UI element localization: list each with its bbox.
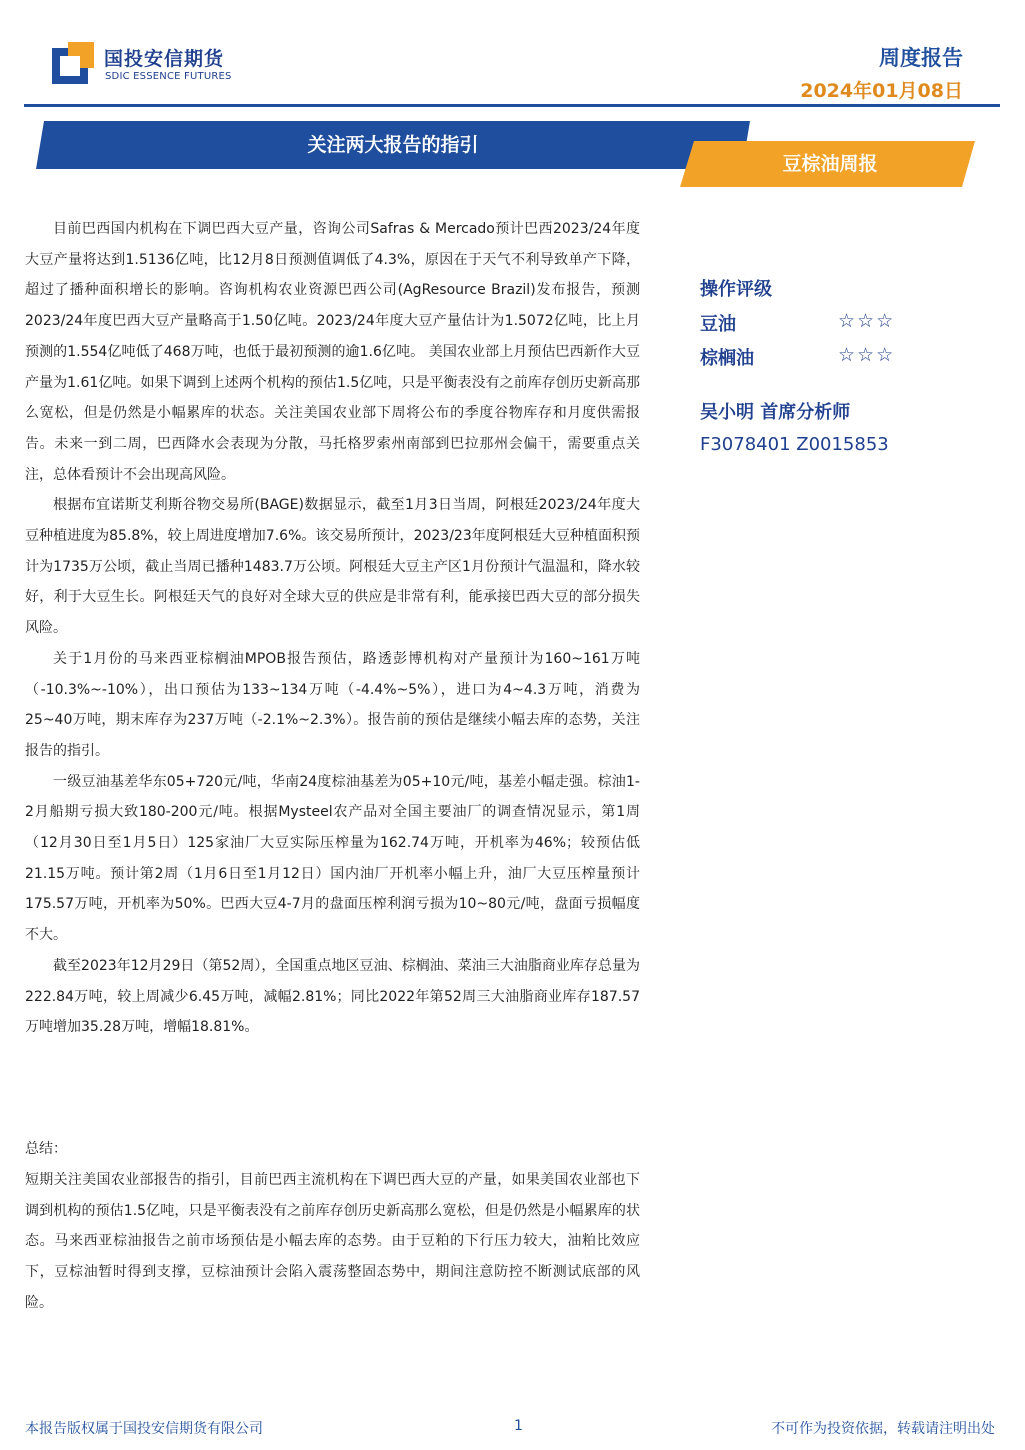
summary-text: 短期关注美国农业部报告的指引，目前巴西主流机构在下调巴西大豆的产量，如果美国农业部也下调到机构的预估1.5亿吨，只是平衡表没有之前库存创历史新高那么宽松，但是仍然是小幅累库的状态。马来西亚棕油报告之前市场预估是小幅去库的态势。由于豆粕的下行压力较大，油粕比效应下，豆棕油暂时得到支撑，豆棕油预计会陷入震荡整固态势中，期间注意防控不断测试底部的风险。 xyxy=(25,1172,640,1311)
analyst-license: F3078401 Z0015853 xyxy=(700,434,889,455)
rating-heading: 操作评级 xyxy=(700,279,772,300)
star-rating-icon: ☆☆☆ xyxy=(838,344,896,366)
report-type: 周度报告 xyxy=(879,46,963,70)
body-paragraph: 关于1月份的马来西亚棕榈油MPOB报告预估，路透彭博机构对产量预计为160~161万吨（-10.3%~-10%），出口预估为133~134万吨（-4.4%~5%），进口为4~4.3万吨，消费为25~40万吨，期末库存为237万吨（-2.1%~2.3%）。报告前的预估是继续小幅去库的态势，关注报告的指引。 xyxy=(25,650,640,759)
report-date: 2024年01月08日 xyxy=(800,80,963,102)
rating-row-palm-oil xyxy=(700,344,1000,374)
body-paragraph: 一级豆油基差华东05+720元/吨，华南24度棕油基差为05+10元/吨，基差小幅走强。棕油1-2月船期亏损大致180-200元/吨。根据Mysteel农产品对全国主要油厂的调查情况显示，第1周（12月30日至1月5日）125家油厂大豆实际压榨量为162.74万吨，开机率为46%；较预估低21.15万吨。预计第2周（1月6日至1月12日）国内油厂开机率小幅上升，油厂大豆压榨量预计175.57万吨，开机率为50%。巴西大豆4-7月的盘面压榨利润亏损为10~80元/吨，盘面亏损幅度不大。 xyxy=(25,773,640,944)
rating-name: 豆油 xyxy=(700,314,736,335)
analyst-name: 吴小明 首席分析师 xyxy=(700,402,851,423)
company-logo xyxy=(52,42,242,90)
body-paragraph: 目前巴西国内机构在下调巴西大豆产量，咨询公司Safras & Mercado预计巴西2023/24年度大豆产量将达到1.5136亿吨，比12月8日预测值调低了4.3%，原因在于天气不利导致单产下降，超过了播种面积增长的影响。咨询机构农业资源巴西公司(AgResource Brazil)发布报告，预测2023/24年度巴西大豆产量略高于1.50亿吨。2023/24年度大豆产量估计为1.5072亿吨，比上月预测的1.554亿吨低了468万吨，也低于最初预测的逾1.6亿吨。 美国农业部上月预估巴西新作大豆产量为1.61亿吨。如果下调到上述两个机构的预估1.5亿吨，只是平衡表没有之前库存创历史新高那么宽松，但是仍然是小幅累库的状态。关注美国农业部下周将公布的季度谷物库存和月度供需报告。未来一到二周，巴西降水会表现为分散，马托格罗索州南部到巴拉那州会偏干，需要重点关注，总体看预计不会出现高风险。 xyxy=(25,221,640,483)
logo-chinese-name: 国投安信期货 xyxy=(104,48,225,70)
star-rating-icon: ☆☆☆ xyxy=(838,310,896,332)
logo-mark-icon xyxy=(52,42,94,84)
logo-english-name: SDIC ESSENCE FUTURES xyxy=(105,71,232,82)
report-title: 关注两大报告的指引 xyxy=(307,134,479,156)
report-category: 豆棕油周报 xyxy=(782,153,878,175)
footer-copyright: 本报告版权属于国投安信期货有限公司 xyxy=(25,1421,263,1437)
page-number: 1 xyxy=(514,1418,523,1434)
rating-name: 棕榈油 xyxy=(700,348,754,369)
body-paragraph: 根据布宜诺斯艾利斯谷物交易所(BAGE)数据显示，截至1月3日当周，阿根廷2023/24年度大豆种植进度为85.8%，较上周进度增加7.6%。该交易所预计，2023/23年度阿根廷大豆种植面积预计为1735万公顷，截止当周已播种1483.7万公顷。阿根廷大豆主产区1月份预计气温温和，降水较好，利于大豆生长。阿根廷天气的良好对全球大豆的供应是非常有利，能承接巴西大豆的部分损失风险。 xyxy=(25,497,640,637)
body-paragraph: 截至2023年12月29日（第52周），全国重点地区豆油、棕榈油、菜油三大油脂商业库存总量为222.84万吨，较上周减少6.45万吨，减幅2.81%；同比2022年第52周三大油脂商业库存187.57万吨增加35.28万吨，增幅18.81%。 xyxy=(25,957,640,1036)
report-body xyxy=(25,214,640,1043)
rating-row-soybean-oil xyxy=(700,310,1000,340)
footer-disclaimer: 不可作为投资依据，转载请注明出处 xyxy=(771,1421,995,1437)
summary-label: 总结： xyxy=(25,1141,67,1157)
header-divider xyxy=(24,104,1000,107)
